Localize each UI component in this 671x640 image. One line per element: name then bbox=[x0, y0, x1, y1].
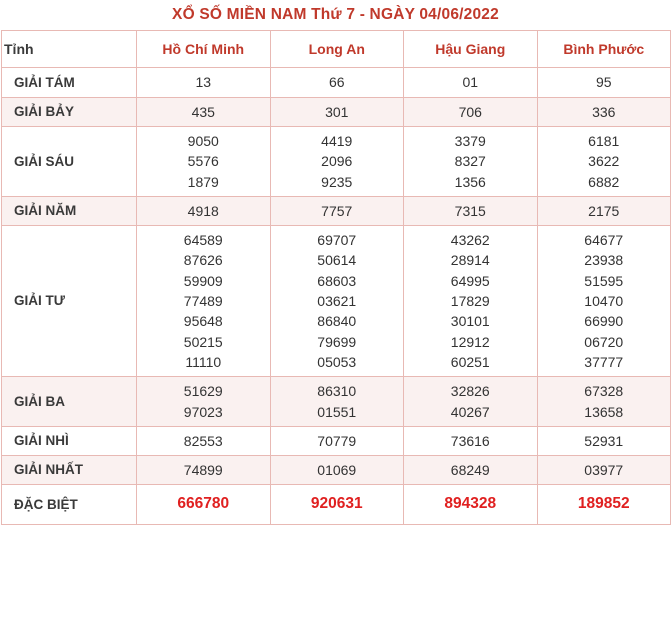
prize-number: 66990 bbox=[584, 313, 624, 330]
prize-numbers-cell bbox=[537, 226, 671, 377]
table-row bbox=[2, 196, 671, 225]
prize-numbers-cell bbox=[537, 68, 671, 97]
prize-numbers-cell bbox=[137, 426, 271, 455]
prize-number: 01551 bbox=[317, 403, 357, 420]
prize-number: 301 bbox=[325, 103, 349, 120]
column-header-province: Tỉnh bbox=[2, 31, 137, 68]
prize-numbers-cell bbox=[404, 485, 538, 524]
prize-number: 86310 bbox=[317, 383, 357, 400]
prize-label: GIẢI NHẤT bbox=[2, 456, 137, 485]
prize-numbers-cell bbox=[270, 97, 404, 126]
prize-number: 03977 bbox=[584, 462, 624, 479]
prize-label: GIẢI NĂM bbox=[2, 196, 137, 225]
prize-label: GIẢI TÁM bbox=[2, 68, 137, 97]
prize-number: 1356 bbox=[454, 173, 486, 190]
prize-number: 86840 bbox=[317, 313, 357, 330]
prize-number: 60251 bbox=[450, 353, 490, 370]
table-body bbox=[2, 31, 671, 525]
table-row bbox=[2, 126, 671, 196]
column-header-2: Long An bbox=[270, 31, 404, 68]
prize-number: 77489 bbox=[183, 293, 223, 310]
prize-number: 51595 bbox=[584, 272, 624, 289]
prize-number: 73616 bbox=[450, 432, 490, 449]
prize-number: 43262 bbox=[450, 232, 490, 249]
prize-number: 05053 bbox=[317, 353, 357, 370]
prize-numbers-cell bbox=[537, 485, 671, 524]
prize-numbers-cell bbox=[404, 226, 538, 377]
prize-numbers-cell bbox=[537, 456, 671, 485]
prize-numbers-cell bbox=[137, 377, 271, 427]
prize-numbers-cell bbox=[137, 456, 271, 485]
prize-numbers-cell bbox=[270, 126, 404, 196]
prize-number: 01 bbox=[462, 74, 479, 91]
prize-number: 10470 bbox=[584, 293, 624, 310]
page-title: XỔ SỐ MIỀN NAM Thứ 7 - NGÀY 04/06/2022 bbox=[172, 6, 499, 23]
table-row bbox=[2, 377, 671, 427]
prize-numbers-cell bbox=[537, 196, 671, 225]
prize-number: 6181 bbox=[588, 132, 620, 149]
prize-number: 68249 bbox=[450, 462, 490, 479]
prize-number: 920631 bbox=[310, 495, 363, 513]
prize-number: 51629 bbox=[183, 383, 223, 400]
prize-number: 28914 bbox=[450, 252, 490, 269]
prize-number: 68603 bbox=[317, 272, 357, 289]
prize-number: 5576 bbox=[187, 153, 219, 170]
prize-number: 7757 bbox=[321, 202, 353, 219]
prize-number: 95 bbox=[595, 74, 612, 91]
prize-numbers-cell bbox=[137, 196, 271, 225]
prize-number: 3379 bbox=[454, 132, 486, 149]
prize-number: 87626 bbox=[183, 252, 223, 269]
prize-numbers-cell bbox=[137, 97, 271, 126]
prize-numbers-cell bbox=[270, 485, 404, 524]
table-header-row bbox=[2, 31, 671, 68]
table-row bbox=[2, 456, 671, 485]
prize-number: 8327 bbox=[454, 153, 486, 170]
prize-number: 66 bbox=[328, 74, 345, 91]
prize-label: GIẢI BẢY bbox=[2, 97, 137, 126]
prize-number: 40267 bbox=[450, 403, 490, 420]
prize-numbers-cell bbox=[137, 68, 271, 97]
lottery-result-table bbox=[1, 30, 671, 525]
prize-number: 3622 bbox=[588, 153, 620, 170]
prize-numbers-cell bbox=[404, 196, 538, 225]
prize-number: 70779 bbox=[317, 432, 357, 449]
prize-label: GIẢI BA bbox=[2, 377, 137, 427]
prize-number: 64677 bbox=[584, 232, 624, 249]
prize-number: 4419 bbox=[321, 132, 353, 149]
table-row bbox=[2, 226, 671, 377]
prize-number: 95648 bbox=[183, 313, 223, 330]
prize-number: 01069 bbox=[317, 462, 357, 479]
prize-numbers-cell bbox=[537, 97, 671, 126]
column-header-4: Bình Phước bbox=[537, 31, 671, 68]
prize-numbers-cell bbox=[270, 456, 404, 485]
prize-number: 79699 bbox=[317, 333, 357, 350]
prize-number: 64589 bbox=[183, 232, 223, 249]
table-row bbox=[2, 68, 671, 97]
prize-number: 23938 bbox=[584, 252, 624, 269]
prize-number: 97023 bbox=[183, 403, 223, 420]
prize-number: 37777 bbox=[584, 353, 624, 370]
prize-numbers-cell bbox=[137, 126, 271, 196]
prize-number: 30101 bbox=[450, 313, 490, 330]
prize-number: 6882 bbox=[588, 173, 620, 190]
prize-numbers-cell bbox=[404, 426, 538, 455]
prize-number: 706 bbox=[458, 103, 482, 120]
prize-numbers-cell bbox=[404, 377, 538, 427]
prize-number: 894328 bbox=[444, 495, 497, 513]
prize-number: 1879 bbox=[187, 173, 219, 190]
prize-number: 666780 bbox=[177, 495, 230, 513]
prize-label: GIẢI NHÌ bbox=[2, 426, 137, 455]
prize-number: 2096 bbox=[321, 153, 353, 170]
prize-numbers-cell bbox=[270, 426, 404, 455]
prize-number: 9050 bbox=[187, 132, 219, 149]
prize-numbers-cell bbox=[270, 226, 404, 377]
prize-numbers-cell bbox=[404, 456, 538, 485]
prize-number: 336 bbox=[592, 103, 616, 120]
prize-label: GIẢI TƯ bbox=[2, 226, 137, 377]
prize-numbers-cell bbox=[137, 485, 271, 524]
prize-number: 4918 bbox=[187, 202, 219, 219]
prize-numbers-cell bbox=[270, 196, 404, 225]
prize-number: 74899 bbox=[183, 462, 223, 479]
prize-number: 50614 bbox=[317, 252, 357, 269]
column-header-3: Hậu Giang bbox=[404, 31, 538, 68]
prize-number: 9235 bbox=[321, 173, 353, 190]
prize-number: 50215 bbox=[183, 333, 223, 350]
prize-number: 52931 bbox=[584, 432, 624, 449]
prize-numbers-cell bbox=[537, 426, 671, 455]
prize-numbers-cell bbox=[404, 126, 538, 196]
table-row bbox=[2, 485, 671, 524]
prize-number: 67328 bbox=[584, 383, 624, 400]
prize-number: 7315 bbox=[454, 202, 486, 219]
prize-numbers-cell bbox=[137, 226, 271, 377]
table-row bbox=[2, 426, 671, 455]
prize-label: ĐẶC BIỆT bbox=[2, 485, 137, 524]
prize-number: 03621 bbox=[317, 293, 357, 310]
prize-numbers-cell bbox=[537, 126, 671, 196]
prize-number: 189852 bbox=[577, 495, 630, 513]
prize-number: 13658 bbox=[584, 403, 624, 420]
prize-numbers-cell bbox=[404, 68, 538, 97]
prize-numbers-cell bbox=[270, 68, 404, 97]
table-row bbox=[2, 97, 671, 126]
prize-numbers-cell bbox=[270, 377, 404, 427]
prize-number: 13 bbox=[195, 74, 212, 91]
prize-number: 17829 bbox=[450, 293, 490, 310]
prize-number: 11110 bbox=[185, 353, 222, 370]
prize-number: 32826 bbox=[450, 383, 490, 400]
prize-number: 59909 bbox=[183, 272, 223, 289]
prize-number: 64995 bbox=[450, 272, 490, 289]
prize-number: 06720 bbox=[584, 333, 624, 350]
prize-number: 2175 bbox=[588, 202, 620, 219]
prize-numbers-cell bbox=[537, 377, 671, 427]
prize-number: 12912 bbox=[450, 333, 490, 350]
prize-numbers-cell bbox=[404, 97, 538, 126]
prize-number: 82553 bbox=[183, 432, 223, 449]
prize-number: 69707 bbox=[317, 232, 357, 249]
prize-label: GIẢI SÁU bbox=[2, 126, 137, 196]
prize-number: 435 bbox=[191, 103, 215, 120]
column-header-1: Hồ Chí Minh bbox=[137, 31, 271, 68]
